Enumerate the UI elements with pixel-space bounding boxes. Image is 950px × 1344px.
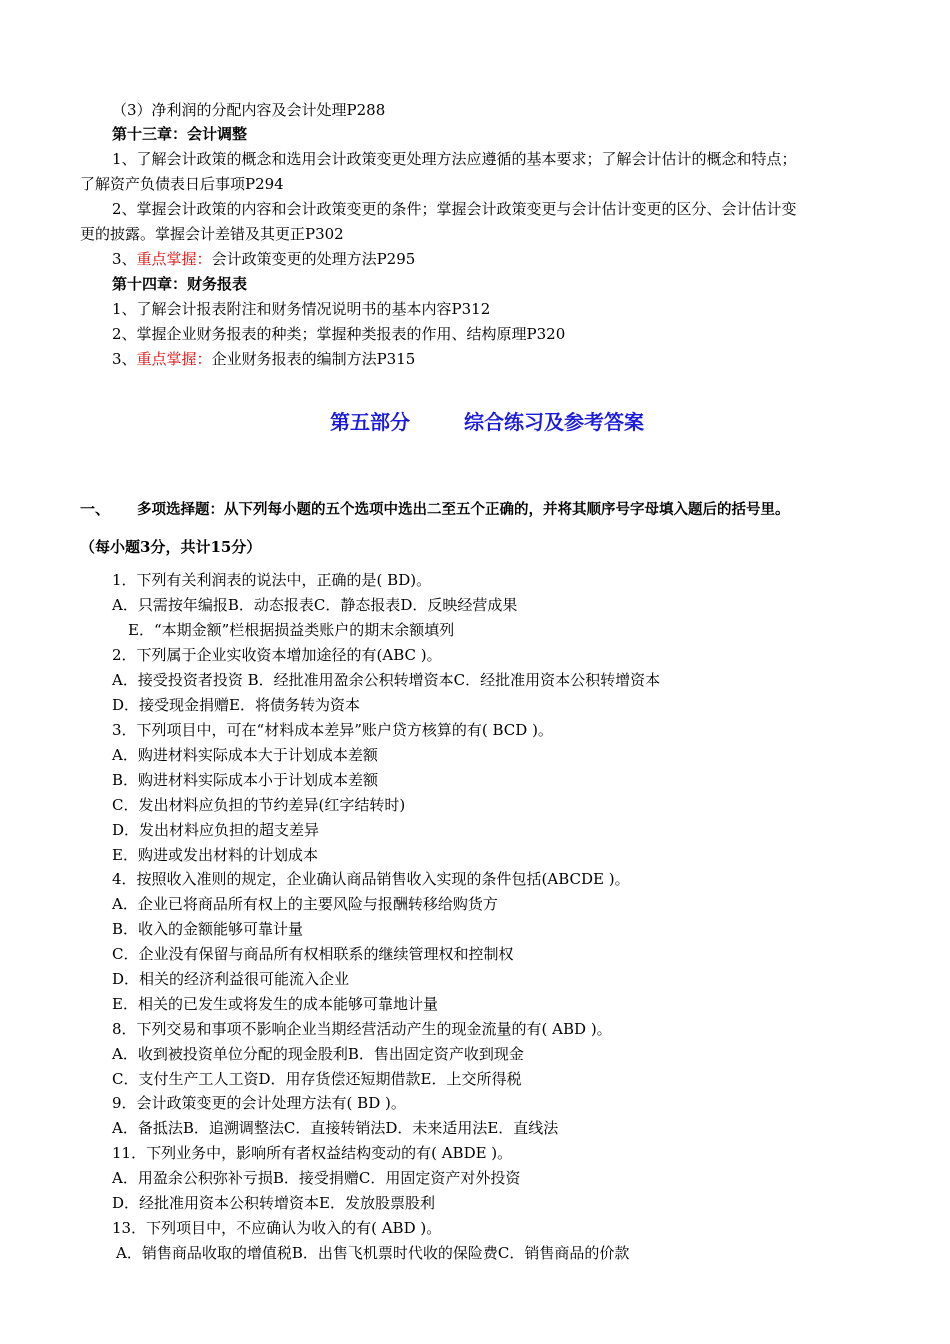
syllabus-line: [112, 348, 415, 369]
question-stem: 3．下列项目中，可在“材料成本差异”账户贷方核算的有( BCD )。: [112, 721, 553, 739]
syllabus-line: 1、了解会计报表附注和财务情况说明书的基本内容P312: [112, 300, 491, 318]
section-note: （每小题3分，共计15分）: [80, 538, 262, 556]
syllabus-line: 1、了解会计政策的概念和选用会计政策变更处理方法应遵循的基本要求；了解会计估计的概念和特点；: [112, 150, 797, 168]
chapter-14-heading: 第十四章：财务报表: [112, 275, 248, 293]
question-option: C．企业没有保留与商品所有权相联系的继续管理权和控制权: [112, 945, 514, 963]
syllabus-line: [112, 248, 415, 269]
key-point-label: 重点掌握：: [136, 250, 212, 268]
section-heading: 多项选择题：从下列每小题的五个选项中选出二至五个正确的，并将其顺序号字母填入题后的括号里。: [137, 501, 790, 518]
question-options: A．收到被投资单位分配的现金股利B．售出固定资产收到现金: [112, 1045, 524, 1063]
syllabus-line: （3）净利润的分配内容及会计处理P288: [112, 101, 386, 119]
question-option: D．相关的经济利益很可能流入企业: [112, 970, 350, 988]
question-stem: 4．按照收入准则的规定，企业确认商品销售收入实现的条件包括(ABCDE )。: [112, 870, 630, 888]
syllabus-line: 更的披露。掌握会计差错及其更正P302: [80, 225, 344, 243]
section-number: 一、: [80, 500, 111, 518]
question-options: A．备抵法B．追溯调整法C．直接转销法D．未来适用法E．直线法: [112, 1119, 559, 1137]
part-title-text: 综合练习及参考答案: [464, 410, 644, 434]
question-options: A．接受投资者投资 B．经批准用盈余公积转增资本C．经批准用资本公积转增资本: [112, 671, 661, 689]
question-stem: 9．会计政策变更的会计处理方法有( BD )。: [112, 1094, 406, 1112]
item-number: 3、: [112, 250, 137, 268]
question-options: D．接受现金捐赠E．将债务转为资本: [112, 696, 360, 714]
part-title-number: 第五部分: [330, 410, 410, 434]
question-option: C．发出材料应负担的节约差异(红字结转时): [112, 796, 406, 814]
chapter-13-heading: 第十三章：会计调整: [112, 125, 248, 143]
question-option: E．购进或发出材料的计划成本: [112, 846, 318, 864]
question-stem: 1．下列有关利润表的说法中，正确的是( BD)。: [112, 571, 432, 589]
question-option: A．企业已将商品所有权上的主要风险与报酬转移给购货方: [112, 895, 498, 913]
item-text: 企业财务报表的编制方法P315: [211, 350, 416, 368]
question-option: B．购进材料实际成本小于计划成本差额: [112, 771, 379, 789]
question-stem: 13．下列项目中，不应确认为收入的有( ABD )。: [112, 1219, 442, 1237]
key-point-label: 重点掌握：: [136, 350, 212, 368]
syllabus-line: 了解资产负债表日后事项P294: [80, 175, 284, 193]
question-option: E．相关的已发生或将发生的成本能够可靠地计量: [112, 995, 438, 1013]
syllabus-line: 2、掌握企业财务报表的种类；掌握种类报表的作用、结构原理P320: [112, 325, 566, 343]
question-stem: 2．下列属于企业实收资本增加途径的有(ABC )。: [112, 646, 442, 664]
question-stem: 11．下列业务中，影响所有者权益结构变动的有( ABDE )。: [112, 1144, 513, 1162]
question-options: C．支付生产工人工资D．用存货偿还短期借款E．上交所得税: [112, 1070, 522, 1088]
question-options: E．“本期金额”栏根据损益类账户的期末余额填列: [128, 621, 455, 639]
question-options: A．用盈余公积弥补亏损B．接受捐赠C．用固定资产对外投资: [112, 1169, 521, 1187]
syllabus-line: 2、掌握会计政策的内容和会计政策变更的条件；掌握会计政策变更与会计估计变更的区分、会计估计变: [112, 200, 797, 218]
item-text: 会计政策变更的处理方法P295: [211, 250, 416, 268]
item-number: 3、: [112, 350, 137, 368]
question-options: A．销售商品收取的增值税B．出售飞机票时代收的保险费C．销售商品的价款: [116, 1244, 630, 1262]
question-stem: 8．下列交易和事项不影响企业当期经营活动产生的现金流量的有( ABD )。: [112, 1020, 612, 1038]
question-option: B．收入的金额能够可靠计量: [112, 920, 304, 938]
question-option: D．发出材料应负担的超支差异: [112, 821, 320, 839]
question-option: A．购进材料实际成本大于计划成本差额: [112, 746, 378, 764]
question-options: A．只需按年编报B．动态报表C．静态报表D．反映经营成果: [112, 596, 518, 614]
question-options: D．经批准用资本公积转增资本E．发放股票股利: [112, 1194, 435, 1212]
